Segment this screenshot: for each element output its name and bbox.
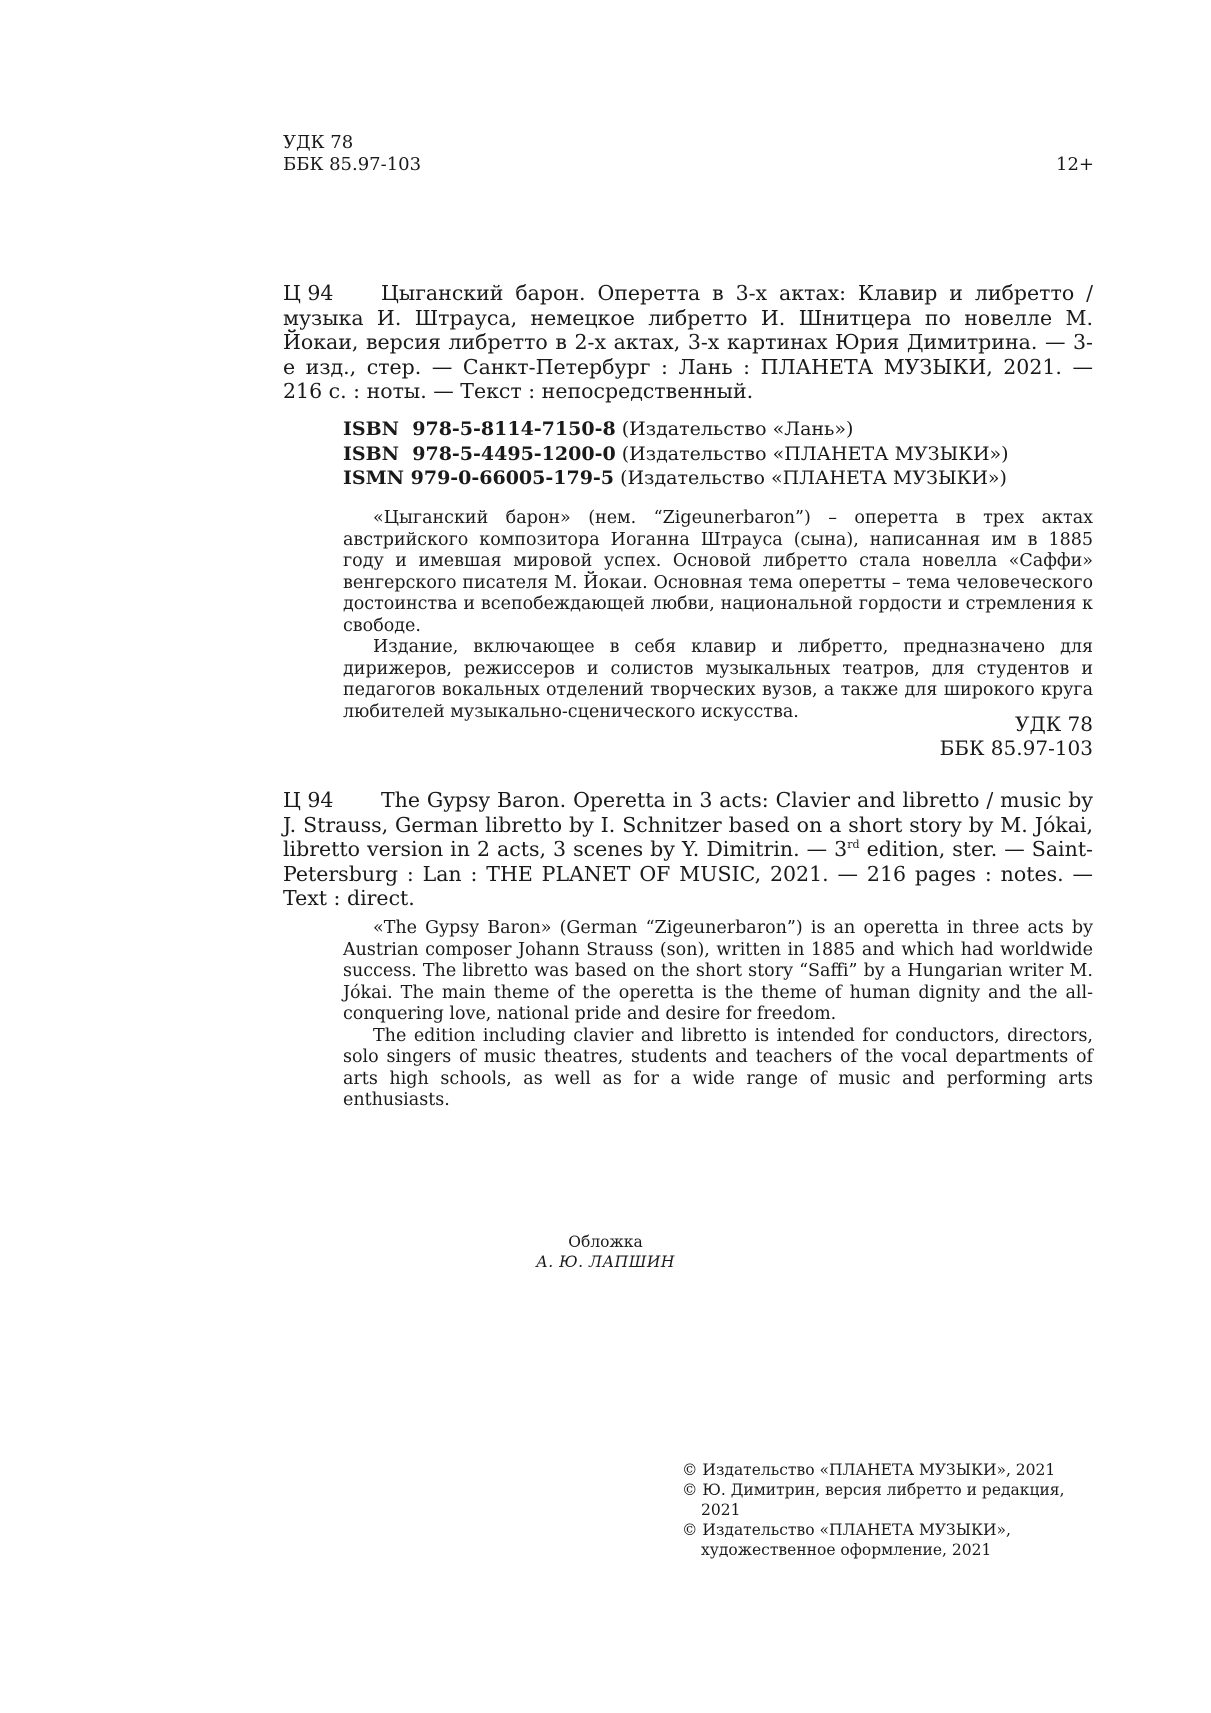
age-rating: 12+	[1056, 154, 1094, 175]
ismn-publisher: (Издательство «ПЛАНЕТА МУЗЫКИ»)	[620, 467, 1007, 489]
ru-bibliography	[283, 281, 1093, 404]
en-annotation	[343, 918, 1093, 1112]
ismn-row	[343, 466, 1009, 491]
isbn-block	[343, 417, 1009, 491]
isbn-row	[343, 417, 1009, 442]
en-bibliography-text-part1: The Gypsy Baron. Operetta in 3 acts: Clavier and libretto / music by J. Strauss, German libretto by I. Schnitzer based on a short story by M. Jókai, libretto version in 2 acts, 3 scenes by Y. Dimitrin. — 3	[283, 788, 1093, 861]
en-bibliography-text-part2: edition, ster. — Saint-Petersburg : Lan : THE PLANET OF MUSIC, 2021. — 216 pages : notes. — Text : direct.	[283, 837, 1093, 910]
en-annotation-paragraph: «The Gypsy Baron» (German “Zigeunerbaron”) is an operetta in three acts by Austrian composer Johann Strauss (son), written in 1885 and which had worldwide success. The libretto was based on the short story “Saffi” by a Hungarian writer M. Jókai. The main theme of the operetta is the theme of human dignity and the all-conquering love, national pride and desire for freedom.	[343, 918, 1093, 1024]
ru-classification	[940, 712, 1093, 760]
cover-designer: А. Ю. ЛАПШИН	[536, 1253, 675, 1271]
cover-label: Обложка	[568, 1233, 643, 1251]
copyright-line: © Издательство «ПЛАНЕТА МУЗЫКИ», 2021	[682, 1461, 1056, 1479]
isbn-number: ISBN 978-5-8114-7150-8	[343, 418, 616, 440]
en-bibliography-superscript: rd	[847, 838, 860, 852]
copyright-block	[682, 1460, 1102, 1560]
isbn-row	[343, 442, 1009, 467]
isbn-publisher: (Издательство «Лань»)	[621, 418, 854, 440]
ru-annotation-paragraph: Издание, включающее в себя клавир и либретто, предназначено для дирижеров, режиссеров и солистов музыкальных театров, для студентов и педагогов вокальных отделений творческих вузов, а также для широкого круга любителей музыкально-сценического искусства.	[343, 637, 1093, 722]
ru-annotation	[343, 508, 1093, 723]
cover-credit	[0, 1232, 1211, 1272]
ru-bibliography-text: Цыганский барон. Оперетта в 3-х актах: Клавир и либретто / музыка И. Штрауса, немецкое либретто И. Шнитцера по новелле М. Йокаи, версия либретто в 2-х актах, 3-х картинах Юрия Димитрина. — 3-е изд., стер. — Санкт-Петербург : Лань : ПЛАНЕТА МУЗЫКИ, 2021. — 216 с. : ноты. — Текст : непосредственный.	[283, 281, 1093, 403]
header-codes	[283, 132, 421, 176]
ismn-number: ISMN 979-0-66005-179-5	[343, 467, 615, 489]
en-annotation-paragraph: The edition including clavier and libretto is intended for conductors, directors, solo singers of music theatres, students and teachers of the vocal departments of arts high schools, as well as for a wide range of music and performing arts enthusiasts.	[343, 1025, 1093, 1110]
en-entry-code: Ц 94	[283, 788, 334, 812]
copyright-line: © Издательство «ПЛАНЕТА МУЗЫКИ», художественное оформление, 2021	[682, 1521, 1011, 1559]
header-udk: УДК 78	[283, 132, 354, 153]
isbn-number: ISBN 978-5-4495-1200-0	[343, 442, 616, 465]
ru-entry-code: Ц 94	[283, 281, 334, 305]
en-bibliography	[283, 788, 1093, 911]
header-bbk: ББК 85.97-103	[283, 154, 422, 175]
ru-annotation-paragraph: «Цыганский барон» (нем. “Zigeunerbaron”) – оперетта в трех актах австрийского композитора Иоганна Штрауса (сына), написанная им в 1885 году и имевшая мировой успех. Основой либретто стала новелла «Саффи» венгерского писателя М. Йокаи. Основная тема оперетты – тема человеческого достоинства и всепобеждающей любви, национальной гордости и стремления к свободе.	[343, 508, 1093, 636]
isbn-publisher: (Издательство «ПЛАНЕТА МУЗЫКИ»)	[621, 442, 1009, 465]
copyright-line: © Ю. Димитрин, версия либретто и редакция, 2021	[682, 1481, 1065, 1519]
ru-udk: УДК 78	[1015, 712, 1093, 736]
ru-bbk: ББК 85.97-103	[939, 736, 1093, 760]
